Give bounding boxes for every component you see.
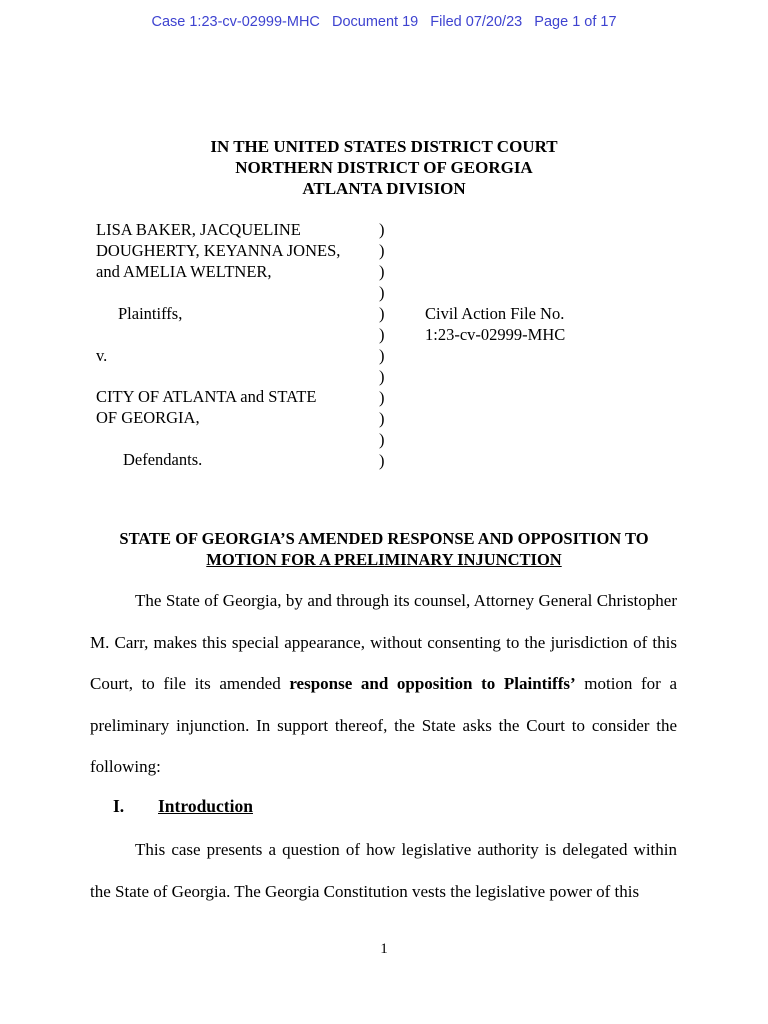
intro-paragraph — [90, 580, 677, 788]
defendants-label: Defendants. — [123, 450, 203, 469]
court-title-line3: ATLANTA DIVISION — [302, 179, 466, 198]
plaintiffs-line3: and AMELIA WELTNER, — [96, 262, 272, 281]
civil-action-label: Civil Action File No. — [425, 304, 565, 323]
section-paragraph: This case presents a question of how legislative authority is delegated within the State of Georgia. The Georgia Constitution vests the legislative power of this — [90, 840, 677, 901]
court-title-line2: NORTHERN DISTRICT OF GEORGIA — [235, 158, 533, 177]
section-heading — [113, 796, 253, 817]
document-title-line2: MOTION FOR A PRELIMINARY INJUNCTION — [206, 550, 562, 569]
paren: ) — [379, 262, 385, 281]
intro-text-end: motion for a preliminary injunction. In support thereof, the State asks the Court to consider the following: — [90, 674, 677, 776]
defendants-names — [96, 386, 316, 428]
paren: ) — [379, 430, 385, 449]
paren: ) — [379, 283, 385, 302]
paren: ) — [379, 451, 385, 470]
paren: ) — [379, 409, 385, 428]
caption-paren-column — [379, 219, 385, 471]
civil-action-number: 1:23-cv-02999-MHC — [425, 325, 566, 344]
paren: ) — [379, 367, 385, 386]
court-title — [0, 136, 768, 199]
section-title: Introduction — [158, 796, 253, 816]
civil-action-block — [425, 303, 565, 345]
court-title-line1: IN THE UNITED STATES DISTRICT COURT — [210, 137, 558, 156]
paren: ) — [379, 241, 385, 260]
paren: ) — [379, 220, 385, 239]
defendants-line1: CITY OF ATLANTA and STATE — [96, 387, 317, 406]
document-title — [0, 528, 768, 570]
defendants-line2: OF GEORGIA, — [96, 408, 200, 427]
paren: ) — [379, 304, 385, 323]
paren: ) — [379, 388, 385, 407]
plaintiffs-line1: LISA BAKER, JACQUELINE — [96, 220, 301, 239]
versus: v. — [96, 346, 108, 365]
plaintiffs-names — [96, 219, 340, 282]
intro-text-start: The State of Georgia, by and through its counsel, Attorney General Christopher M. Carr, makes this special appearance, without consenting to the jurisdiction of this Court, to file its amended — [90, 591, 677, 693]
section-number: I. — [113, 796, 125, 816]
paren: ) — [379, 346, 385, 365]
plaintiffs-line2: DOUGHERTY, KEYANNA JONES, — [96, 241, 341, 260]
case-header: Case 1:23-cv-02999-MHC Document 19 Filed 07/20/23 Page 1 of 17 — [151, 14, 617, 30]
intro-bold-text: response and opposition to Plaintiffs’ — [289, 674, 576, 693]
page-number: 1 — [380, 941, 388, 957]
plaintiffs-label: Plaintiffs, — [118, 304, 183, 323]
paren: ) — [379, 325, 385, 344]
document-title-line1: STATE OF GEORGIA’S AMENDED RESPONSE AND OPPOSITION TO — [119, 529, 649, 548]
